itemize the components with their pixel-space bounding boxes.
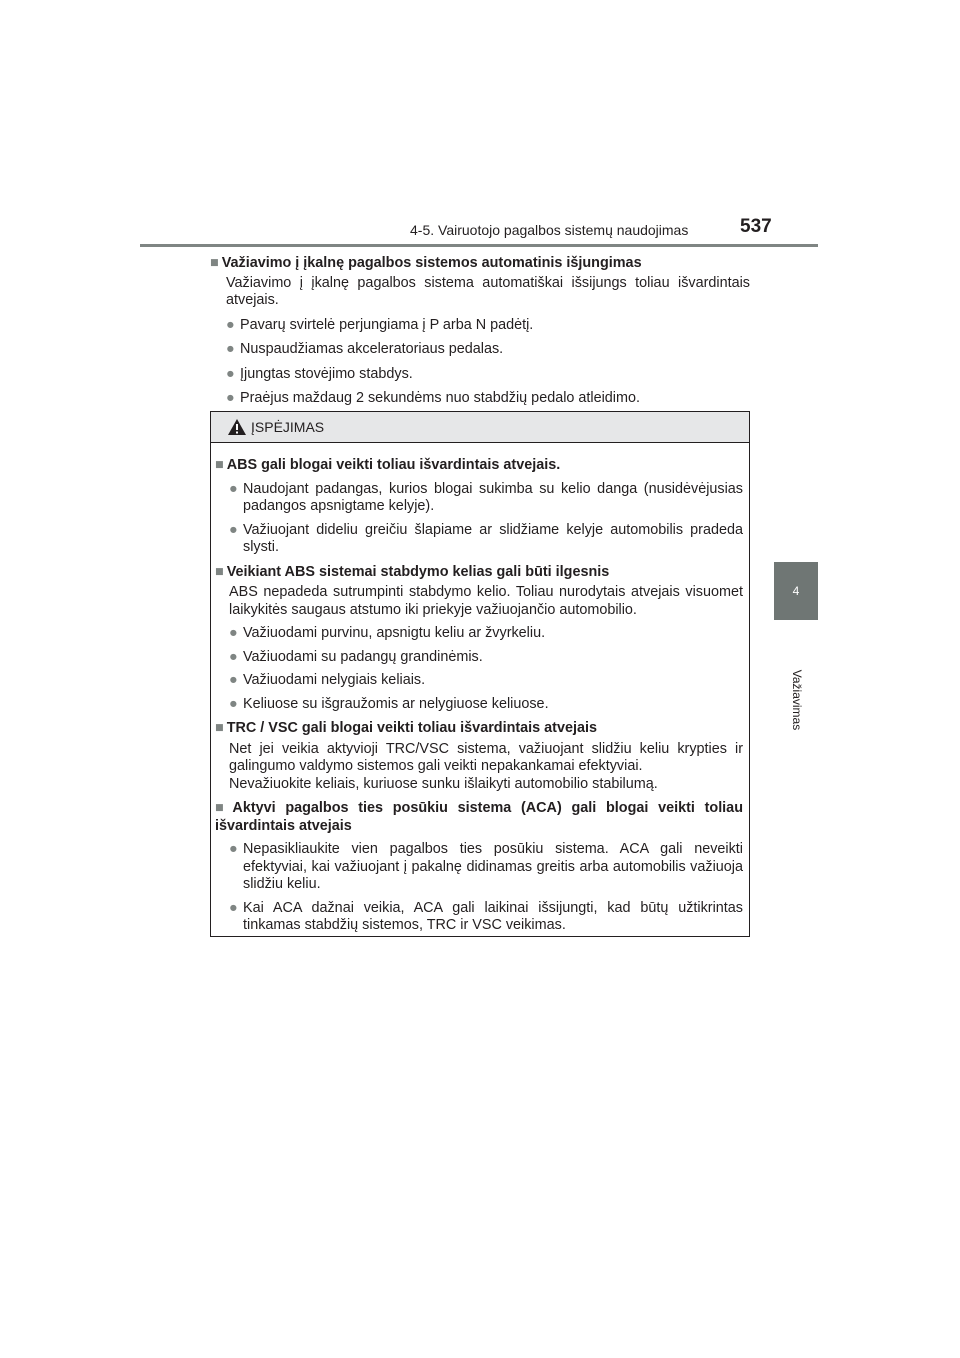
square-bullet-icon: ■ xyxy=(215,457,224,473)
chapter-side-title: Važiavimas xyxy=(790,669,804,731)
list-item: ● Važiuodami purvinu, apsnigtu keliu ar žvyrkeliu. xyxy=(229,625,546,641)
warning-heading-braking-distance: ■ Veikiant ABS sistemai stabdymo kelias gali būti ilgesnis xyxy=(215,563,610,580)
page-number: 537 xyxy=(740,216,772,237)
circle-bullet-icon: ● xyxy=(229,648,238,665)
list-item: ● Važiuodami su padangų grandinėmis. xyxy=(229,648,483,665)
warning-title: ĮSPĖJIMAS xyxy=(251,419,325,435)
list-item: ● Praėjus maždaug 2 sekundėms nuo stabdžių pedalo atleidimo. xyxy=(226,390,640,406)
list-item: ● Nuspaudžiamas akceleratoriaus pedalas. xyxy=(226,341,504,357)
circle-bullet-icon: ● xyxy=(226,316,235,333)
warning-body xyxy=(211,443,749,935)
circle-bullet-icon: ● xyxy=(226,390,235,406)
square-bullet-icon: ■ xyxy=(210,255,219,271)
warning-text: Net jei veikia aktyvioji TRC/VSC sistema, važiuojant slidžiu keliu krypties ir galingumo valdymo sistemos gali veikti nepakankamai efektyviai. Nevažiuokite keliais, kuriuose sunku išlaikyti automobilio stabilumą. xyxy=(229,740,743,792)
circle-bullet-icon: ● xyxy=(229,480,238,497)
warning-heading-aca: ■ Aktyvi pagalbos ties posūkiu sistema (ACA) gali blogai veikti toliau išvardintais atvejais xyxy=(215,800,743,834)
square-bullet-icon: ■ xyxy=(215,720,224,736)
chapter-number: 4 xyxy=(792,584,800,598)
warning-heading-abs: ■ ABS gali blogai veikti toliau išvardintais atvejais. xyxy=(215,457,561,473)
warning-text: ABS nepadeda sutrumpinti stabdymo kelio. Toliau nurodytais atvejais visuomet laikykitės saugaus atstumo iki priekyje važiuojančio automobilio. xyxy=(229,584,743,618)
square-bullet-icon: ■ xyxy=(215,800,230,816)
warning-box xyxy=(210,411,750,937)
circle-bullet-icon: ● xyxy=(229,899,238,916)
list-item: ● Važiuojant dideliu greičiu šlapiame ar slidžiame kelyje automobilis pradeda slysti. xyxy=(229,521,743,555)
square-bullet-icon: ■ xyxy=(215,563,224,580)
warning-heading-trc-vsc: ■ TRC / VSC gali blogai veikti toliau išvardintais atvejais xyxy=(215,720,597,736)
warning-triangle-icon xyxy=(227,418,247,436)
section-heading: ■ Važiavimo į įkalnę pagalbos sistemos automatinis išjungimas xyxy=(210,255,642,271)
list-item: ● Pavarų svirtelė perjungiama į P arba N padėtį. xyxy=(226,316,534,333)
circle-bullet-icon: ● xyxy=(229,672,238,688)
list-item: ● Važiuodami nelygiais keliais. xyxy=(229,672,426,688)
list-item: ● Keliuose su išgraužomis ar nelygiuose keliuose. xyxy=(229,695,549,712)
circle-bullet-icon: ● xyxy=(229,841,238,857)
list-item: ● Įjungtas stovėjimo stabdys. xyxy=(226,365,413,382)
section-hill-start-assist xyxy=(210,255,750,408)
circle-bullet-icon: ● xyxy=(229,521,238,538)
circle-bullet-icon: ● xyxy=(226,365,235,382)
chapter-tab xyxy=(774,562,818,620)
header-divider xyxy=(140,244,818,247)
list-item: ● Nepasikliaukite vien pagalbos ties posūkiu sistema. ACA gali neveikti efektyviai, kai važiuojant į pakalnę didinamas greitis arba automobilis važiuoja slidžiu keliu. xyxy=(229,841,743,892)
section-title: 4-5. Vairuotojo pagalbos sistemų naudojimas xyxy=(410,222,689,238)
section-intro: Važiavimo į įkalnę pagalbos sistema automatiškai išsijungs toliau išvardintais atvejais. xyxy=(226,274,750,308)
circle-bullet-icon: ● xyxy=(229,625,238,641)
warning-header xyxy=(211,412,749,443)
circle-bullet-icon: ● xyxy=(226,341,235,357)
list-item: ● Naudojant padangas, kurios blogai sukimba su kelio danga (nusidėvėjusias padangos apsnigtame kelyje). xyxy=(229,480,743,514)
list-item: ● Kai ACA dažnai veikia, ACA gali laikinai išsijungti, kad būtų užtikrintas tinkamas stabdžių sistemos, TRC ir VSC veikimas. xyxy=(229,899,743,933)
circle-bullet-icon: ● xyxy=(229,695,238,712)
